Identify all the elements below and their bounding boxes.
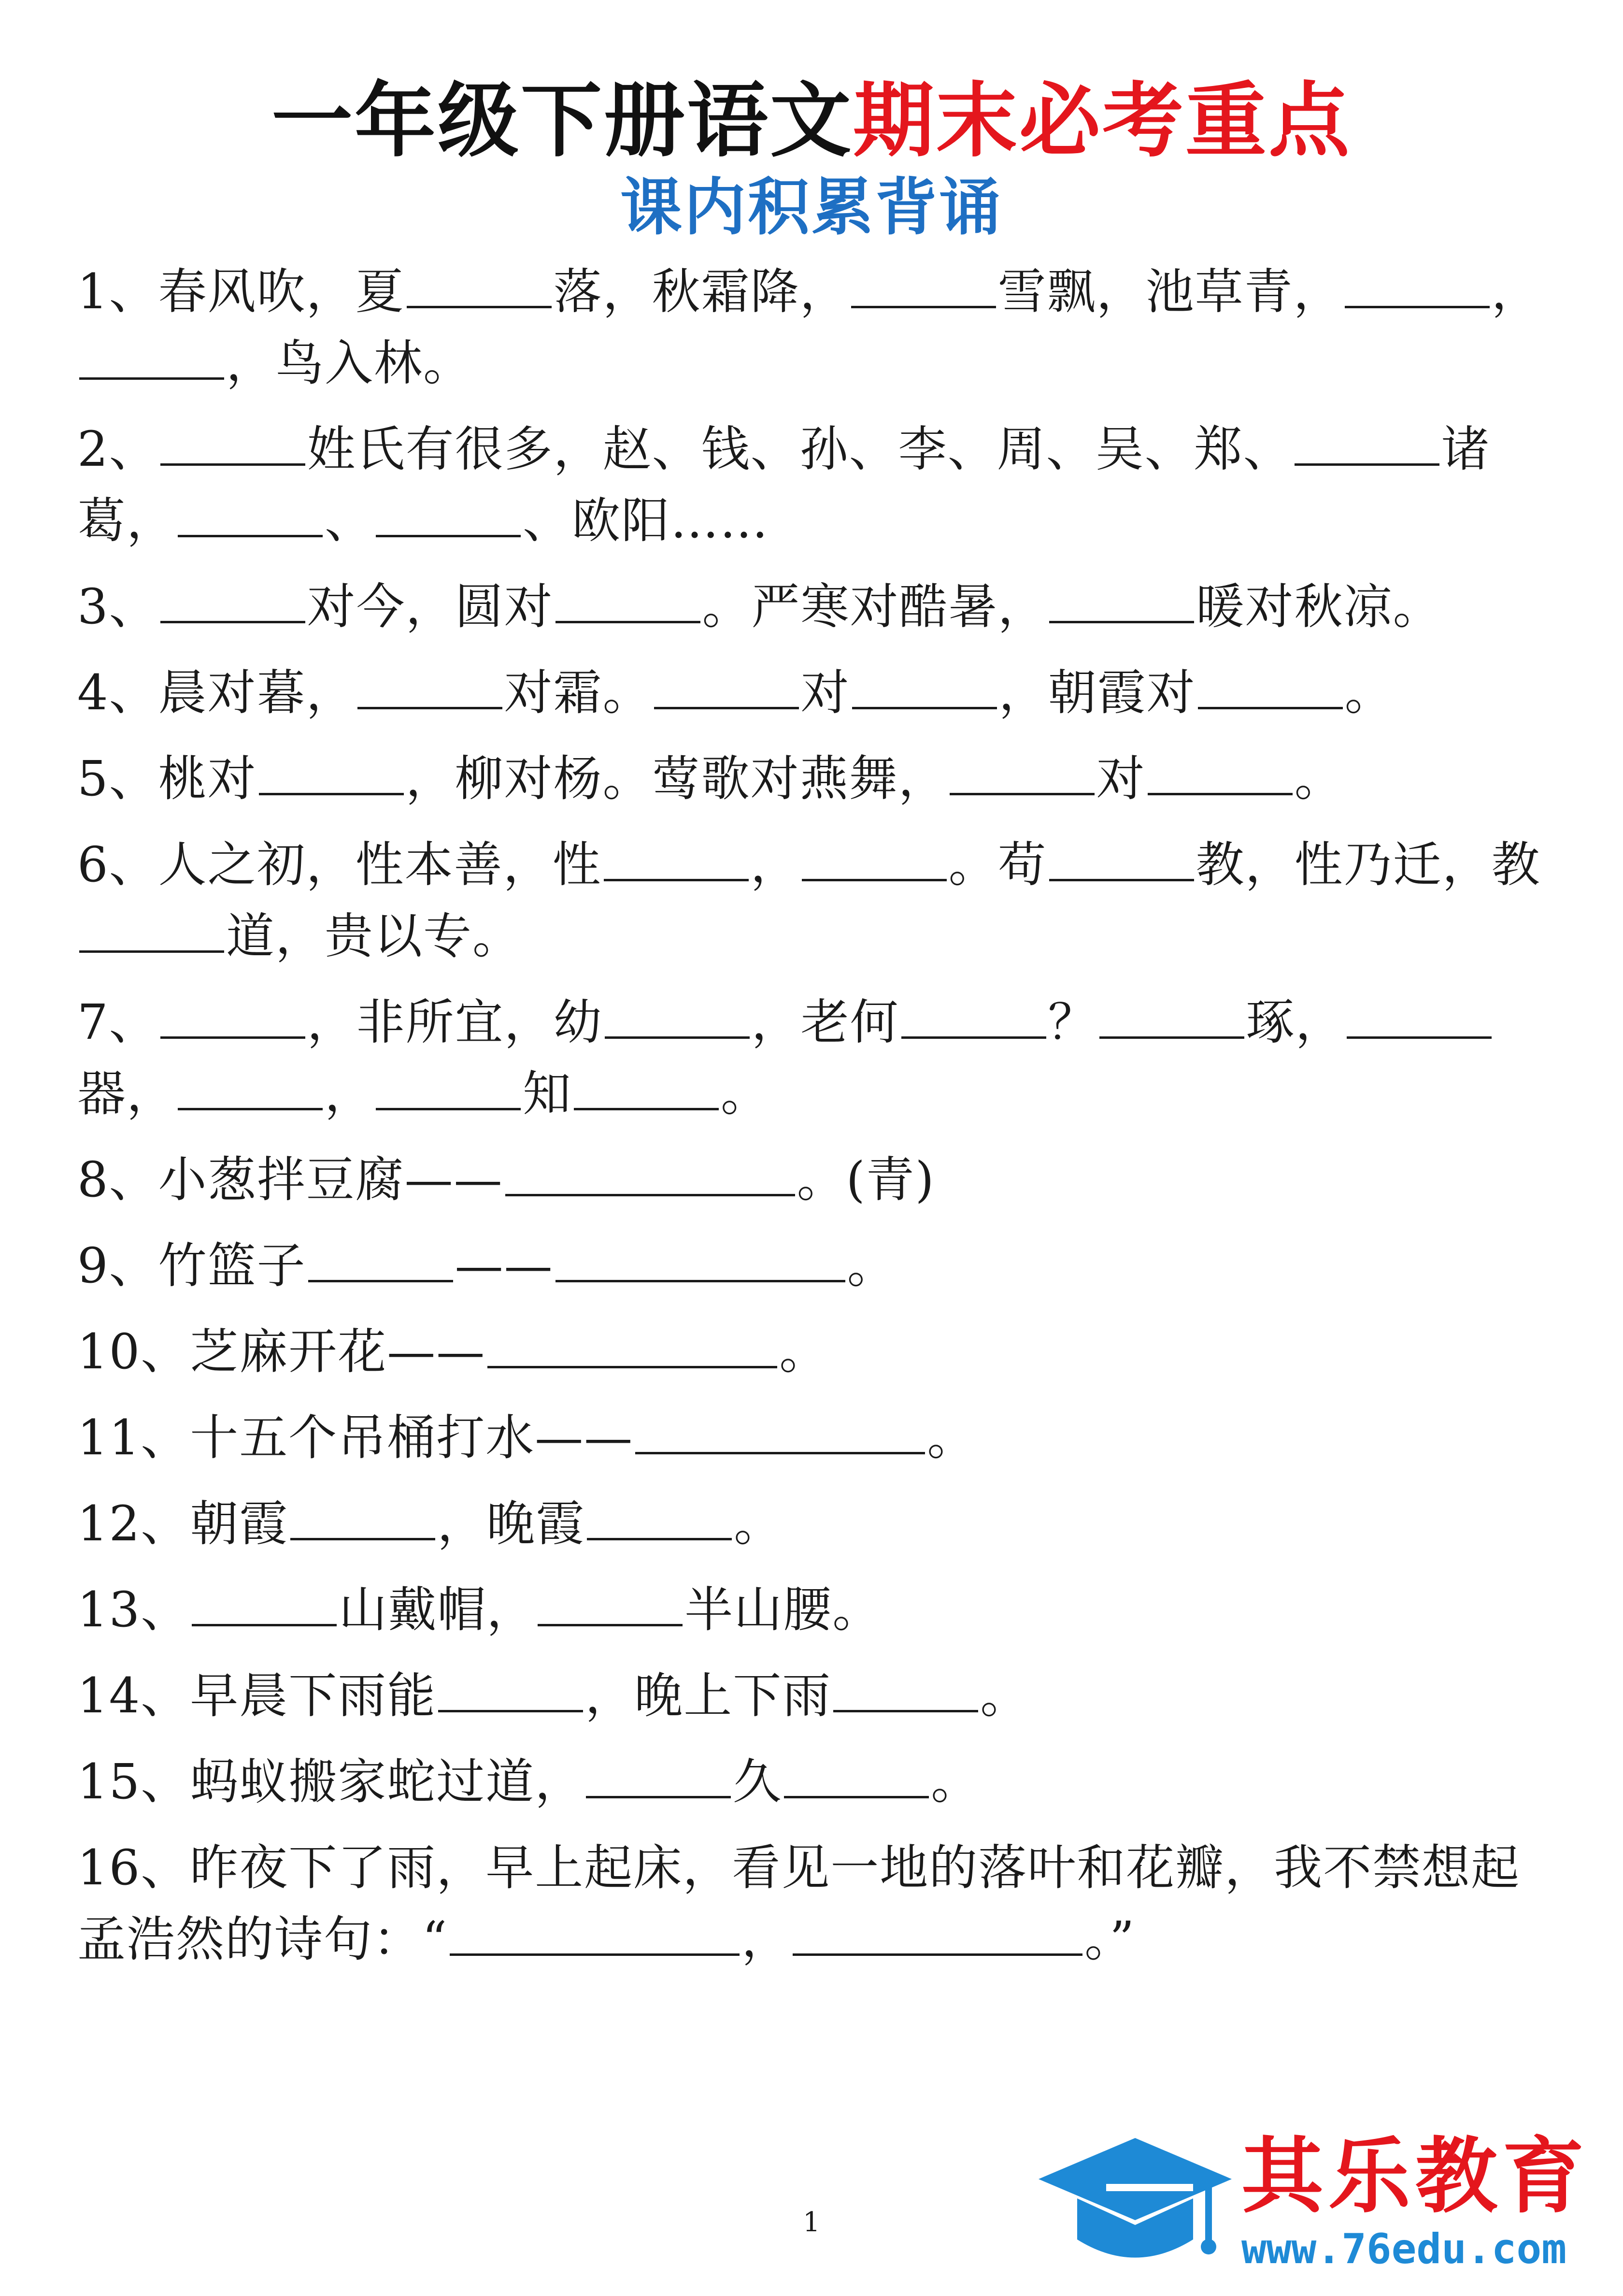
question-text: 知 — [523, 1065, 572, 1122]
answer-blank[interactable] — [259, 749, 404, 795]
answer-blank[interactable] — [1345, 262, 1490, 308]
answer-blank[interactable] — [407, 262, 552, 308]
question-text: —— — [455, 1237, 554, 1294]
answer-blank[interactable] — [160, 420, 305, 466]
answer-blank[interactable] — [357, 663, 502, 709]
question-text: 对 — [1096, 750, 1146, 807]
question-text: 。 — [931, 1753, 981, 1810]
question-text: 7、 — [77, 994, 158, 1050]
question-text: ，非所宜，幼 — [307, 994, 603, 1050]
answer-blank[interactable] — [538, 1580, 683, 1626]
answer-blank[interactable] — [852, 663, 997, 709]
page-number: 1 — [803, 2207, 820, 2238]
question-text: 对今，圆对 — [307, 578, 554, 635]
question-item — [77, 987, 1551, 1130]
question-text: 暖对秋凉。 — [1196, 578, 1442, 635]
title-red-part: 期末必考重点 — [853, 73, 1352, 168]
question-text: 1、春风吹，夏 — [77, 263, 405, 320]
question-item — [77, 1316, 1551, 1388]
answer-blank[interactable] — [178, 491, 323, 537]
question-text: 10、芝麻开花—— — [77, 1323, 486, 1380]
question-text: 雪飘，池草青， — [997, 263, 1343, 320]
question-item — [77, 1144, 1551, 1216]
question-text: 15、蚂蚁搬家蛇过道， — [77, 1753, 584, 1810]
question-text: 落，秋霜降， — [553, 263, 849, 320]
answer-blank[interactable] — [79, 907, 224, 953]
question-text: 4、晨对暮， — [77, 664, 356, 721]
answer-blank[interactable] — [1198, 663, 1343, 709]
question-text: ， — [750, 836, 800, 893]
question-text: 诸葛， — [77, 421, 1491, 549]
question-text: 。 — [847, 1237, 897, 1294]
answer-blank[interactable] — [635, 1408, 925, 1454]
page-title — [0, 72, 1623, 169]
question-text: 久 — [733, 1753, 783, 1810]
question-text: 。” — [1084, 1911, 1136, 1967]
answer-blank[interactable] — [604, 835, 749, 881]
graduation-cap-icon — [1034, 2131, 1237, 2276]
brand-name: 其乐教育 — [1241, 2129, 1590, 2224]
question-item — [77, 256, 1551, 399]
answer-blank[interactable] — [586, 1752, 731, 1798]
question-text: 8、小葱拌豆腐—— — [77, 1151, 503, 1208]
question-item — [77, 657, 1551, 729]
answer-blank[interactable] — [79, 334, 224, 380]
question-text: 。严寒对酷暑， — [702, 578, 1047, 635]
answer-blank[interactable] — [308, 1236, 453, 1282]
question-text: 。 — [734, 1495, 783, 1552]
page-subtitle: 课内积累背诵 — [620, 172, 1003, 244]
answer-blank[interactable] — [505, 1150, 795, 1196]
answer-blank[interactable] — [950, 749, 1095, 795]
question-text: 。 — [980, 1667, 1030, 1724]
answer-blank[interactable] — [1099, 993, 1244, 1039]
question-text: 对霜。 — [504, 664, 652, 721]
question-item — [77, 1832, 1551, 1975]
question-text: 半山腰。 — [684, 1581, 882, 1638]
question-text: ，晚上下雨 — [585, 1667, 832, 1724]
question-text: ， — [325, 1065, 374, 1122]
answer-blank[interactable] — [605, 993, 750, 1039]
question-text: ，老何 — [751, 994, 899, 1050]
answer-blank[interactable] — [1347, 993, 1492, 1039]
answer-blank[interactable] — [192, 1580, 337, 1626]
question-item — [77, 414, 1551, 557]
question-text: 。 — [779, 1323, 829, 1380]
question-item — [77, 1402, 1551, 1474]
question-text: 。 — [721, 1065, 770, 1122]
question-text: 。 — [1344, 664, 1394, 721]
question-text: 山戴帽， — [339, 1581, 536, 1638]
question-item — [77, 1746, 1551, 1818]
question-text: 对 — [800, 664, 850, 721]
question-text: ？ — [1048, 994, 1097, 1050]
question-text: 5、桃对 — [77, 750, 257, 807]
question-text: ， — [1491, 263, 1541, 320]
question-item — [77, 1488, 1551, 1560]
question-text: 13、 — [77, 1581, 190, 1638]
brand-url: www.76edu.com — [1241, 2225, 1567, 2273]
question-text: 14、早晨下雨能 — [77, 1667, 437, 1724]
answer-blank[interactable] — [555, 1236, 845, 1282]
question-text: 12、朝霞 — [77, 1495, 289, 1552]
answer-blank[interactable] — [1295, 420, 1439, 466]
answer-blank[interactable] — [290, 1494, 435, 1540]
answer-blank[interactable] — [555, 577, 700, 623]
answer-blank[interactable] — [487, 1322, 777, 1368]
question-text: 。(青) — [797, 1151, 935, 1208]
answer-blank[interactable] — [450, 1910, 740, 1956]
answer-blank[interactable] — [587, 1494, 732, 1540]
question-text: 器， — [77, 1065, 176, 1122]
answer-blank[interactable] — [160, 993, 305, 1039]
question-item — [77, 829, 1551, 972]
question-item — [77, 1574, 1551, 1646]
question-text: ，晚霞 — [437, 1495, 585, 1552]
question-text: 姓氏有很多，赵、钱、孙、李、周、吴、郑、 — [307, 421, 1293, 477]
answer-blank[interactable] — [833, 1666, 978, 1712]
question-text: 2、 — [77, 421, 158, 477]
question-text: 、 — [325, 492, 374, 549]
answer-blank[interactable] — [851, 262, 996, 308]
question-text: 9、竹篮子 — [77, 1237, 306, 1294]
answer-blank[interactable] — [574, 1064, 719, 1110]
question-text: ，朝霞对 — [998, 664, 1196, 721]
question-text: 3、 — [77, 578, 158, 635]
answer-blank[interactable] — [160, 577, 305, 623]
question-text: ，鸟入林。 — [226, 335, 472, 391]
answer-blank[interactable] — [438, 1666, 583, 1712]
answer-blank[interactable] — [1049, 835, 1194, 881]
answer-blank[interactable] — [802, 835, 947, 881]
question-text: 道，贵以专。 — [226, 908, 522, 964]
title-black-part: 一年级下册语文 — [271, 73, 853, 168]
question-text: 。 — [927, 1409, 977, 1466]
brand-logo — [1034, 2126, 1604, 2281]
answer-blank[interactable] — [901, 993, 1046, 1039]
answer-blank[interactable] — [376, 491, 521, 537]
question-text: 11、十五个吊桶打水—— — [77, 1409, 634, 1466]
question-text: 6、人之初，性本善，性 — [77, 836, 602, 893]
question-text: 16、昨夜下了雨，早上起床，看见一地的落叶和花瓣，我不禁想起孟浩然的诗句：“ — [77, 1839, 1521, 1967]
question-text: 、欧阳…… — [523, 492, 769, 549]
question-text: 教，性乃迁，教 — [1196, 836, 1541, 893]
answer-blank[interactable] — [178, 1064, 323, 1110]
question-text: 琢， — [1246, 994, 1345, 1050]
answer-blank[interactable] — [1148, 749, 1293, 795]
question-text: ，柳对杨。莺歌对燕舞， — [405, 750, 948, 807]
answer-blank[interactable] — [793, 1910, 1082, 1956]
question-item — [77, 743, 1551, 815]
answer-blank[interactable] — [376, 1064, 521, 1110]
question-item — [77, 571, 1551, 643]
answer-blank[interactable] — [654, 663, 799, 709]
question-text: 。 — [1294, 750, 1344, 807]
answer-blank[interactable] — [784, 1752, 929, 1798]
answer-blank[interactable] — [1049, 577, 1194, 623]
question-list — [77, 256, 1551, 1990]
question-text: ， — [741, 1911, 791, 1967]
question-item — [77, 1660, 1551, 1732]
question-text: 。苟 — [948, 836, 1047, 893]
question-item — [77, 1230, 1551, 1302]
